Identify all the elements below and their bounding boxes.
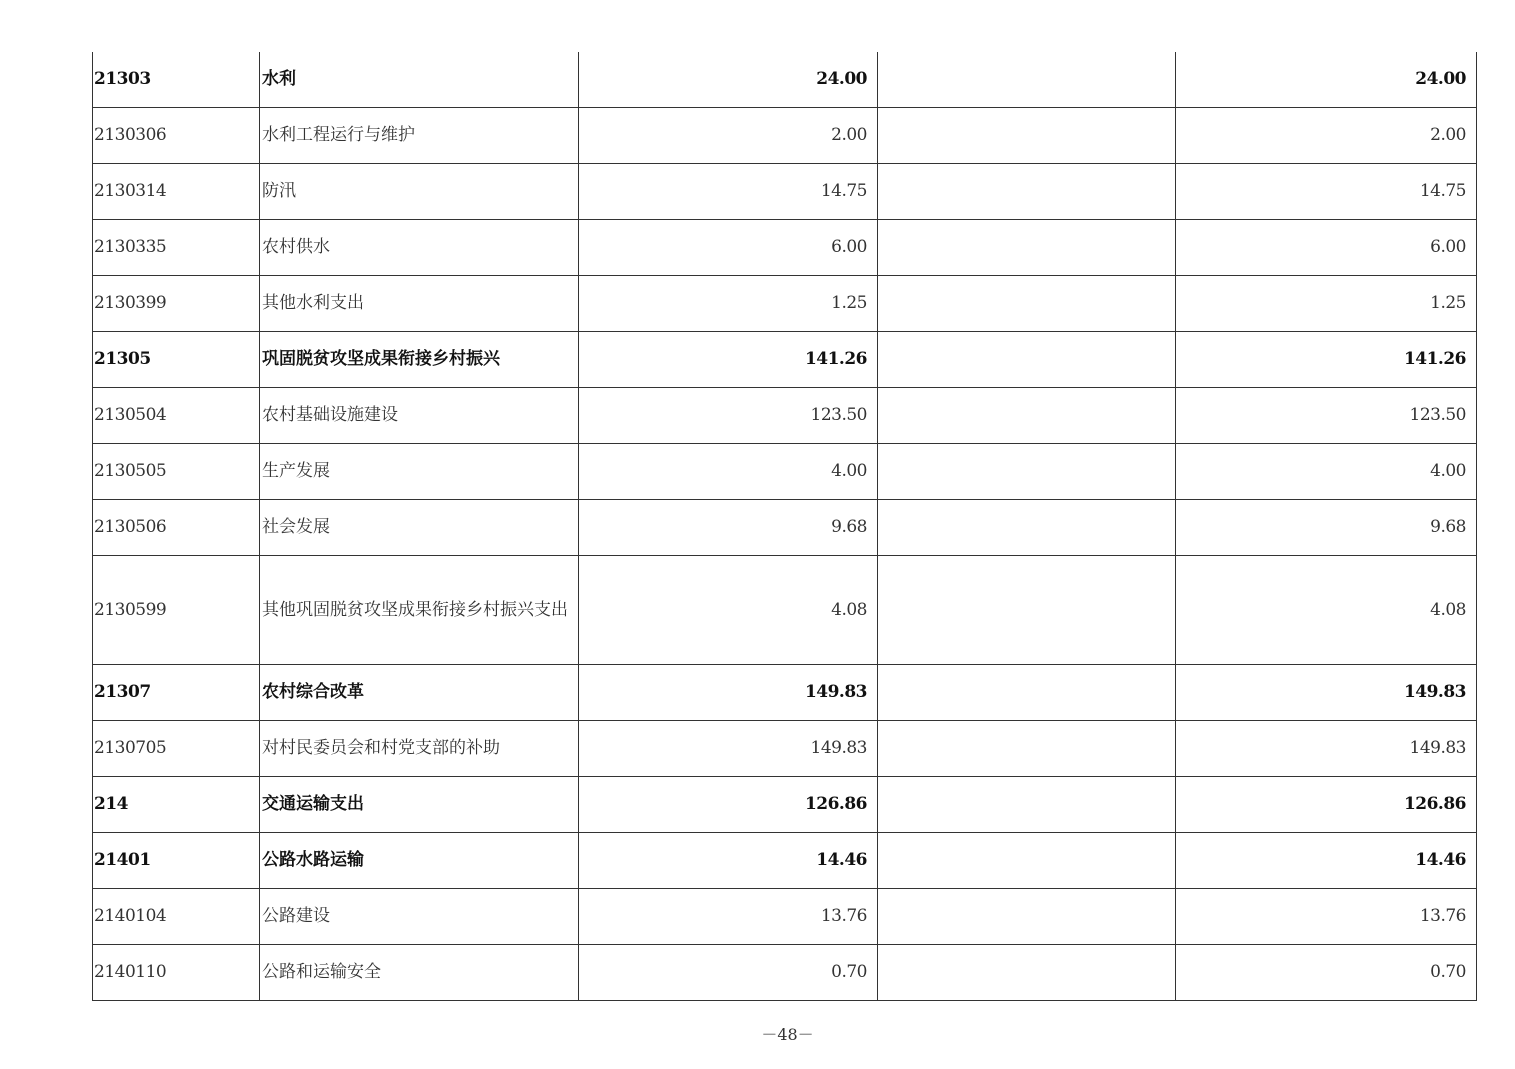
- amount-cell: 149.83: [1176, 721, 1477, 777]
- amount-cell: 14.75: [1176, 164, 1477, 220]
- amount-cell: [878, 444, 1176, 500]
- amount-cell: 1.25: [1176, 276, 1477, 332]
- amount-cell: [878, 108, 1176, 164]
- amount-cell: 4.08: [579, 556, 878, 665]
- amount-cell: [878, 889, 1176, 945]
- subject-code-cell: 2130399: [93, 276, 260, 332]
- subject-name-cell: 公路和运输安全: [260, 945, 579, 1001]
- subject-code-cell: 21305: [93, 332, 260, 388]
- table-row: [93, 444, 1477, 500]
- subject-name-cell: 水利工程运行与维护: [260, 108, 579, 164]
- subject-code-cell: 2140110: [93, 945, 260, 1001]
- subject-code-cell: 2130505: [93, 444, 260, 500]
- subject-code-cell: 2130335: [93, 220, 260, 276]
- amount-cell: [878, 665, 1176, 721]
- subject-code-cell: 2140104: [93, 889, 260, 945]
- table-row: [93, 220, 1477, 276]
- table-row: [93, 500, 1477, 556]
- amount-cell: 126.86: [579, 777, 878, 833]
- amount-cell: 149.83: [579, 665, 878, 721]
- amount-cell: 2.00: [1176, 108, 1477, 164]
- subject-name-cell: 生产发展: [260, 444, 579, 500]
- amount-cell: 1.25: [579, 276, 878, 332]
- subject-code-cell: 21401: [93, 833, 260, 889]
- amount-cell: [878, 276, 1176, 332]
- amount-cell: 13.76: [579, 889, 878, 945]
- amount-cell: [878, 777, 1176, 833]
- subject-code-cell: 21307: [93, 665, 260, 721]
- amount-cell: [878, 500, 1176, 556]
- subject-code-cell: 2130504: [93, 388, 260, 444]
- subject-code-cell: 2130314: [93, 164, 260, 220]
- amount-cell: 14.46: [1176, 833, 1477, 889]
- subject-name-cell: 其他巩固脱贫攻坚成果衔接乡村振兴支出: [260, 556, 579, 665]
- subject-code-cell: 2130599: [93, 556, 260, 665]
- amount-cell: 9.68: [579, 500, 878, 556]
- subject-code-cell: 2130506: [93, 500, 260, 556]
- table-row: [93, 889, 1477, 945]
- amount-cell: 149.83: [1176, 665, 1477, 721]
- table-row: [93, 556, 1477, 665]
- subject-name-cell: 防汛: [260, 164, 579, 220]
- subject-name-cell: 巩固脱贫攻坚成果衔接乡村振兴: [260, 332, 579, 388]
- amount-cell: 0.70: [579, 945, 878, 1001]
- budget-table-container: [92, 52, 1476, 1001]
- amount-cell: [878, 833, 1176, 889]
- table-row: [93, 276, 1477, 332]
- amount-cell: 123.50: [1176, 388, 1477, 444]
- table-row: [93, 108, 1477, 164]
- amount-cell: 24.00: [579, 52, 878, 108]
- subject-name-cell: 水利: [260, 52, 579, 108]
- subject-name-cell: 公路建设: [260, 889, 579, 945]
- subject-code-cell: 21303: [93, 52, 260, 108]
- subject-name-cell: 农村基础设施建设: [260, 388, 579, 444]
- amount-cell: 14.46: [579, 833, 878, 889]
- amount-cell: [878, 556, 1176, 665]
- subject-name-cell: 社会发展: [260, 500, 579, 556]
- table-row: [93, 388, 1477, 444]
- amount-cell: 141.26: [1176, 332, 1477, 388]
- table-row: [93, 665, 1477, 721]
- table-body: [93, 52, 1477, 1001]
- subject-name-cell: 对村民委员会和村党支部的补助: [260, 721, 579, 777]
- amount-cell: [878, 220, 1176, 276]
- amount-cell: 4.00: [579, 444, 878, 500]
- amount-cell: 13.76: [1176, 889, 1477, 945]
- subject-code-cell: 214: [93, 777, 260, 833]
- table-row: [93, 164, 1477, 220]
- table-row: [93, 777, 1477, 833]
- amount-cell: 2.00: [579, 108, 878, 164]
- amount-cell: [878, 164, 1176, 220]
- amount-cell: [878, 332, 1176, 388]
- table-row: [93, 332, 1477, 388]
- amount-cell: 6.00: [1176, 220, 1477, 276]
- subject-code-cell: 2130306: [93, 108, 260, 164]
- table-row: [93, 833, 1477, 889]
- subject-name-cell: 公路水路运输: [260, 833, 579, 889]
- subject-name-cell: 其他水利支出: [260, 276, 579, 332]
- subject-name-cell: 交通运输支出: [260, 777, 579, 833]
- subject-code-cell: 2130705: [93, 721, 260, 777]
- amount-cell: 141.26: [579, 332, 878, 388]
- amount-cell: 24.00: [1176, 52, 1477, 108]
- amount-cell: [878, 388, 1176, 444]
- amount-cell: 6.00: [579, 220, 878, 276]
- amount-cell: 9.68: [1176, 500, 1477, 556]
- amount-cell: 0.70: [1176, 945, 1477, 1001]
- amount-cell: 126.86: [1176, 777, 1477, 833]
- amount-cell: 4.00: [1176, 444, 1477, 500]
- amount-cell: 14.75: [579, 164, 878, 220]
- page-number: －48－: [761, 1025, 814, 1044]
- table-row: [93, 945, 1477, 1001]
- table-row: [93, 721, 1477, 777]
- subject-name-cell: 农村综合改革: [260, 665, 579, 721]
- budget-table: [92, 52, 1477, 1001]
- amount-cell: [878, 721, 1176, 777]
- amount-cell: [878, 52, 1176, 108]
- table-row: [93, 52, 1477, 108]
- subject-name-cell: 农村供水: [260, 220, 579, 276]
- amount-cell: [878, 945, 1176, 1001]
- amount-cell: 4.08: [1176, 556, 1477, 665]
- amount-cell: 149.83: [579, 721, 878, 777]
- amount-cell: 123.50: [579, 388, 878, 444]
